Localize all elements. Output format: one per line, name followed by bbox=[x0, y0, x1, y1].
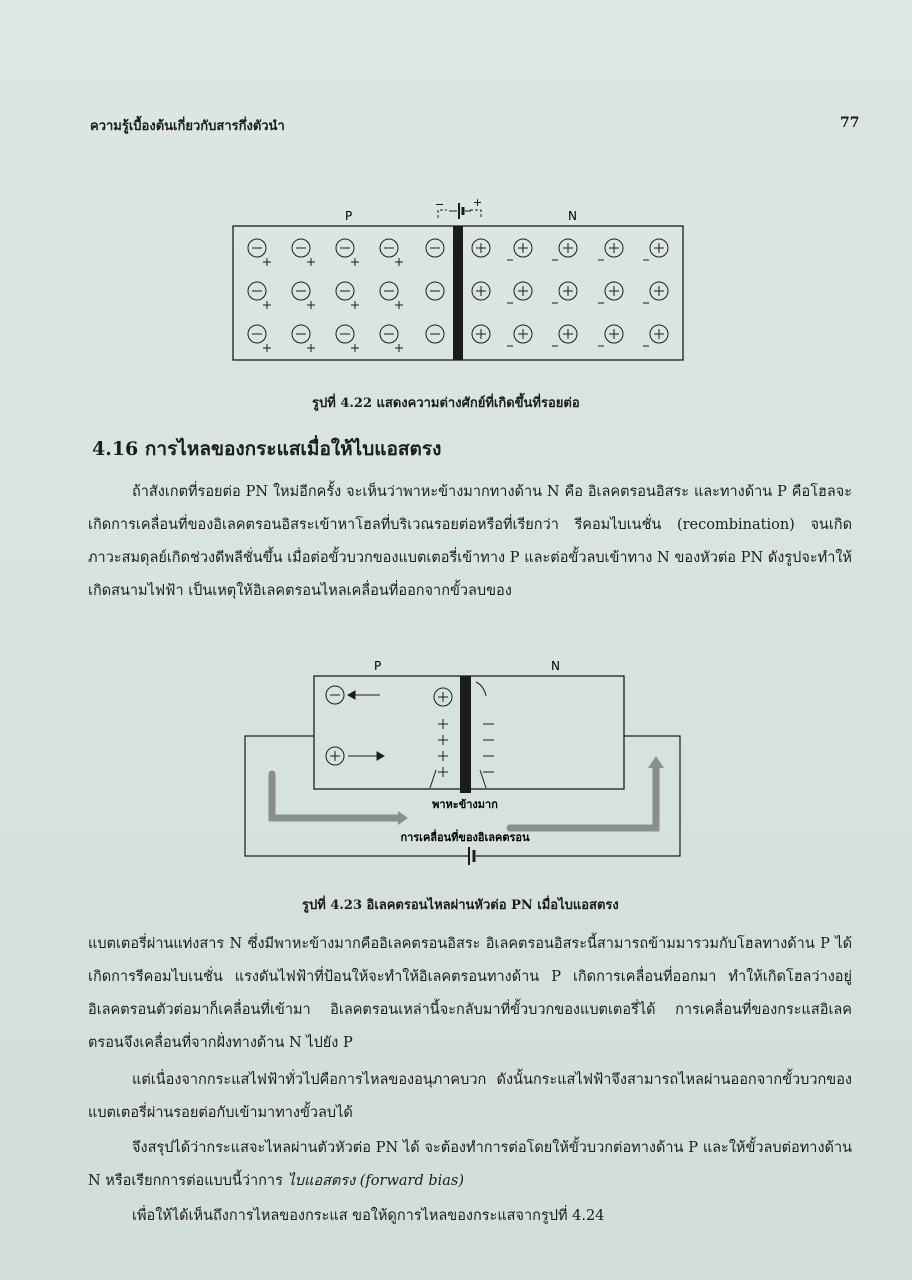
paragraph-text: ถ้าสังเกตที่รอยต่อ PN ใหม่อีกครั้ง จะเห็นว่าพาหะข้างมากทางด้าน N คือ อิเลคตรอนอิสระ และทางด้าน P คือโฮลจะเกิดการเคลื่อนที่ของอิเลคตรอนอิสระเข้าหาโฮลที่บริเวณรอยต่อหรือที่เรียกว่า รีคอมไบเนชั่น (recombination) จนเกิดภาวะสมดุลย์เกิดช่วงดีพลีชั่นขึ้น เมื่อต่อขั้วบวกของแบตเตอรี่เข้าทาง P และต่อขั้วลบเข้าทาง N ของหัวต่อ PN ดังรูปจะทำให้เกิดสนามไฟฟ้า เป็นเหตุให้อิเลคตรอนไหลเคลื่อนที่ออกจากขั้วลบของ bbox=[88, 484, 852, 599]
donor-ion-icon bbox=[643, 239, 668, 260]
page-number: 77 bbox=[840, 115, 860, 131]
donor-ion-icon bbox=[598, 239, 623, 260]
paragraph-text bbox=[88, 1132, 852, 1198]
paragraph-5 bbox=[88, 1200, 852, 1233]
majority-pointers bbox=[430, 770, 486, 788]
p-region-label: P bbox=[374, 659, 382, 673]
paragraph-text-main: จึงสรุปได้ว่ากระแสจะไหลผ่านตัวหัวต่อ PN ได้ จะต้องทำการต่อโดยให้ขั้วบวกต่อทางด้าน P และให้ขั้วลบต่อทางด้าน N หรือเรียกการต่อแบบนี้ว่าการ bbox=[88, 1140, 852, 1189]
donor-ion-icon bbox=[643, 325, 668, 346]
donor-ion-icon bbox=[643, 282, 668, 303]
n-region-label: N bbox=[551, 659, 560, 673]
donor-ion-icon bbox=[472, 239, 490, 257]
donor-ion-icon bbox=[552, 325, 577, 346]
acceptor-ion-icon bbox=[292, 325, 315, 352]
p-region-label: P bbox=[345, 209, 353, 223]
paragraph-4 bbox=[88, 1132, 852, 1198]
arrow-head-up bbox=[648, 756, 664, 768]
plus-charge-icon bbox=[438, 767, 448, 777]
figure-caption-4-22: รูปที่ 4.22 แสดงความต่างศักย์ที่เกิดขึ้นที่รอยต่อ bbox=[312, 396, 580, 411]
acceptor-ion-icon bbox=[336, 239, 359, 266]
plus-charge-icon bbox=[438, 751, 448, 761]
running-header: ความรู้เบื้องต้นเกี่ยวกับสารกึ่งตัวนำ bbox=[90, 119, 285, 134]
donor-ion-icon bbox=[552, 282, 577, 303]
donor-ion-icon bbox=[507, 239, 532, 260]
junction-line bbox=[460, 676, 471, 793]
majority-carrier-label: พาหะข้างมาก bbox=[432, 798, 498, 811]
paragraph-1 bbox=[88, 476, 852, 608]
acceptor-ion-icon bbox=[426, 325, 444, 343]
acceptor-ion-icon bbox=[336, 325, 359, 352]
forward-bias-diagram bbox=[240, 656, 685, 871]
figure-caption-4-23: รูปที่ 4.23 อิเลคตรอนไหลผ่านหัวต่อ PN เมื่อไบแอสตรง bbox=[302, 898, 619, 913]
pn-junction-diagram bbox=[225, 190, 695, 365]
acceptor-ion-icon bbox=[292, 239, 315, 266]
acceptor-ion-icon bbox=[248, 239, 271, 266]
acceptor-ion-icon bbox=[380, 239, 403, 266]
arrow-head-right bbox=[398, 811, 408, 825]
acceptor-ion-icon bbox=[248, 282, 271, 309]
acceptor-ion-icon bbox=[426, 239, 444, 257]
acceptor-ion-icon bbox=[292, 282, 315, 309]
paragraph-3 bbox=[88, 1064, 852, 1130]
electron-movement-label: การเคลื่อนที่ของอิเลคตรอน bbox=[400, 831, 530, 844]
acceptor-ion-icon bbox=[248, 325, 271, 352]
acceptor-ion-icon bbox=[380, 282, 403, 309]
section-heading: 4.16 การไหลของกระแสเมื่อให้ไบแอสตรง bbox=[92, 438, 442, 460]
donor-ion-icon bbox=[472, 325, 490, 343]
acceptor-ion-icon bbox=[426, 282, 444, 300]
donor-ion-icon bbox=[598, 282, 623, 303]
forward-bias-term: ไบแอสตรง (forward bias) bbox=[287, 1173, 465, 1189]
plus-charge-icon bbox=[438, 735, 448, 745]
plus-charge-icon bbox=[438, 719, 448, 729]
n-region-label: N bbox=[568, 209, 577, 223]
donor-ion-icon bbox=[507, 325, 532, 346]
donor-ion-icon bbox=[552, 239, 577, 260]
battery-minus-sign: − bbox=[435, 198, 445, 211]
depletion-layer bbox=[453, 226, 463, 360]
donor-ion-icon bbox=[507, 282, 532, 303]
figure-forward-bias bbox=[240, 656, 685, 871]
paragraph-text: แต่เนื่องจากกระแสไฟฟ้าทั่วไปคือการไหลของอนุภาคบวก ดังนั้นกระแสไฟฟ้าจึงสามารถไหลผ่านออกจากขั้วบวกของแบตเตอรี่ผ่านรอยต่อกับเข้ามาทางขั้วลบได้ bbox=[88, 1072, 852, 1121]
figure-pn-junction-potential bbox=[225, 190, 695, 365]
paragraph-2 bbox=[88, 928, 852, 1060]
acceptor-ion-icon bbox=[336, 282, 359, 309]
paragraph-text: เพื่อให้ได้เห็นถึงการไหลของกระแส ขอให้ดูการไหลของกระแสจากรูปที่ 4.24 bbox=[132, 1208, 605, 1224]
donor-ion-icon bbox=[598, 325, 623, 346]
paragraph-text: แบตเตอรี่ผ่านแท่งสาร N ซึ่งมีพาหะข้างมากคืออิเลคตรอนอิสระ อิเลคตรอนอิสระนี้สามารถข้ามมารวมกับโฮลทางด้าน P ได้ เกิดการรีคอมไบเนชั่น แรงดันไฟฟ้าที่ป้อนให้จะทำให้อิเลคตรอนทางด้าน P เกิดการเคลื่อนที่ออกมา ทำให้เกิดโฮลว่างอยู่อิเลคตรอนตัวต่อมาก็เคลื่อนที่เข้ามา อิเลคตรอนเหล่านี้จะกลับมาที่ขั้วบวกของแบตเตอรี่ได้ การเคลื่อนที่ของกระแสอิเลคตรอนจึงเคลื่อนที่จากฝั่งทางด้าน N ไปยัง P bbox=[88, 936, 852, 1051]
battery-plus-sign: + bbox=[473, 196, 483, 209]
donor-ion-icon bbox=[472, 282, 490, 300]
acceptor-ion-icon bbox=[380, 325, 403, 352]
